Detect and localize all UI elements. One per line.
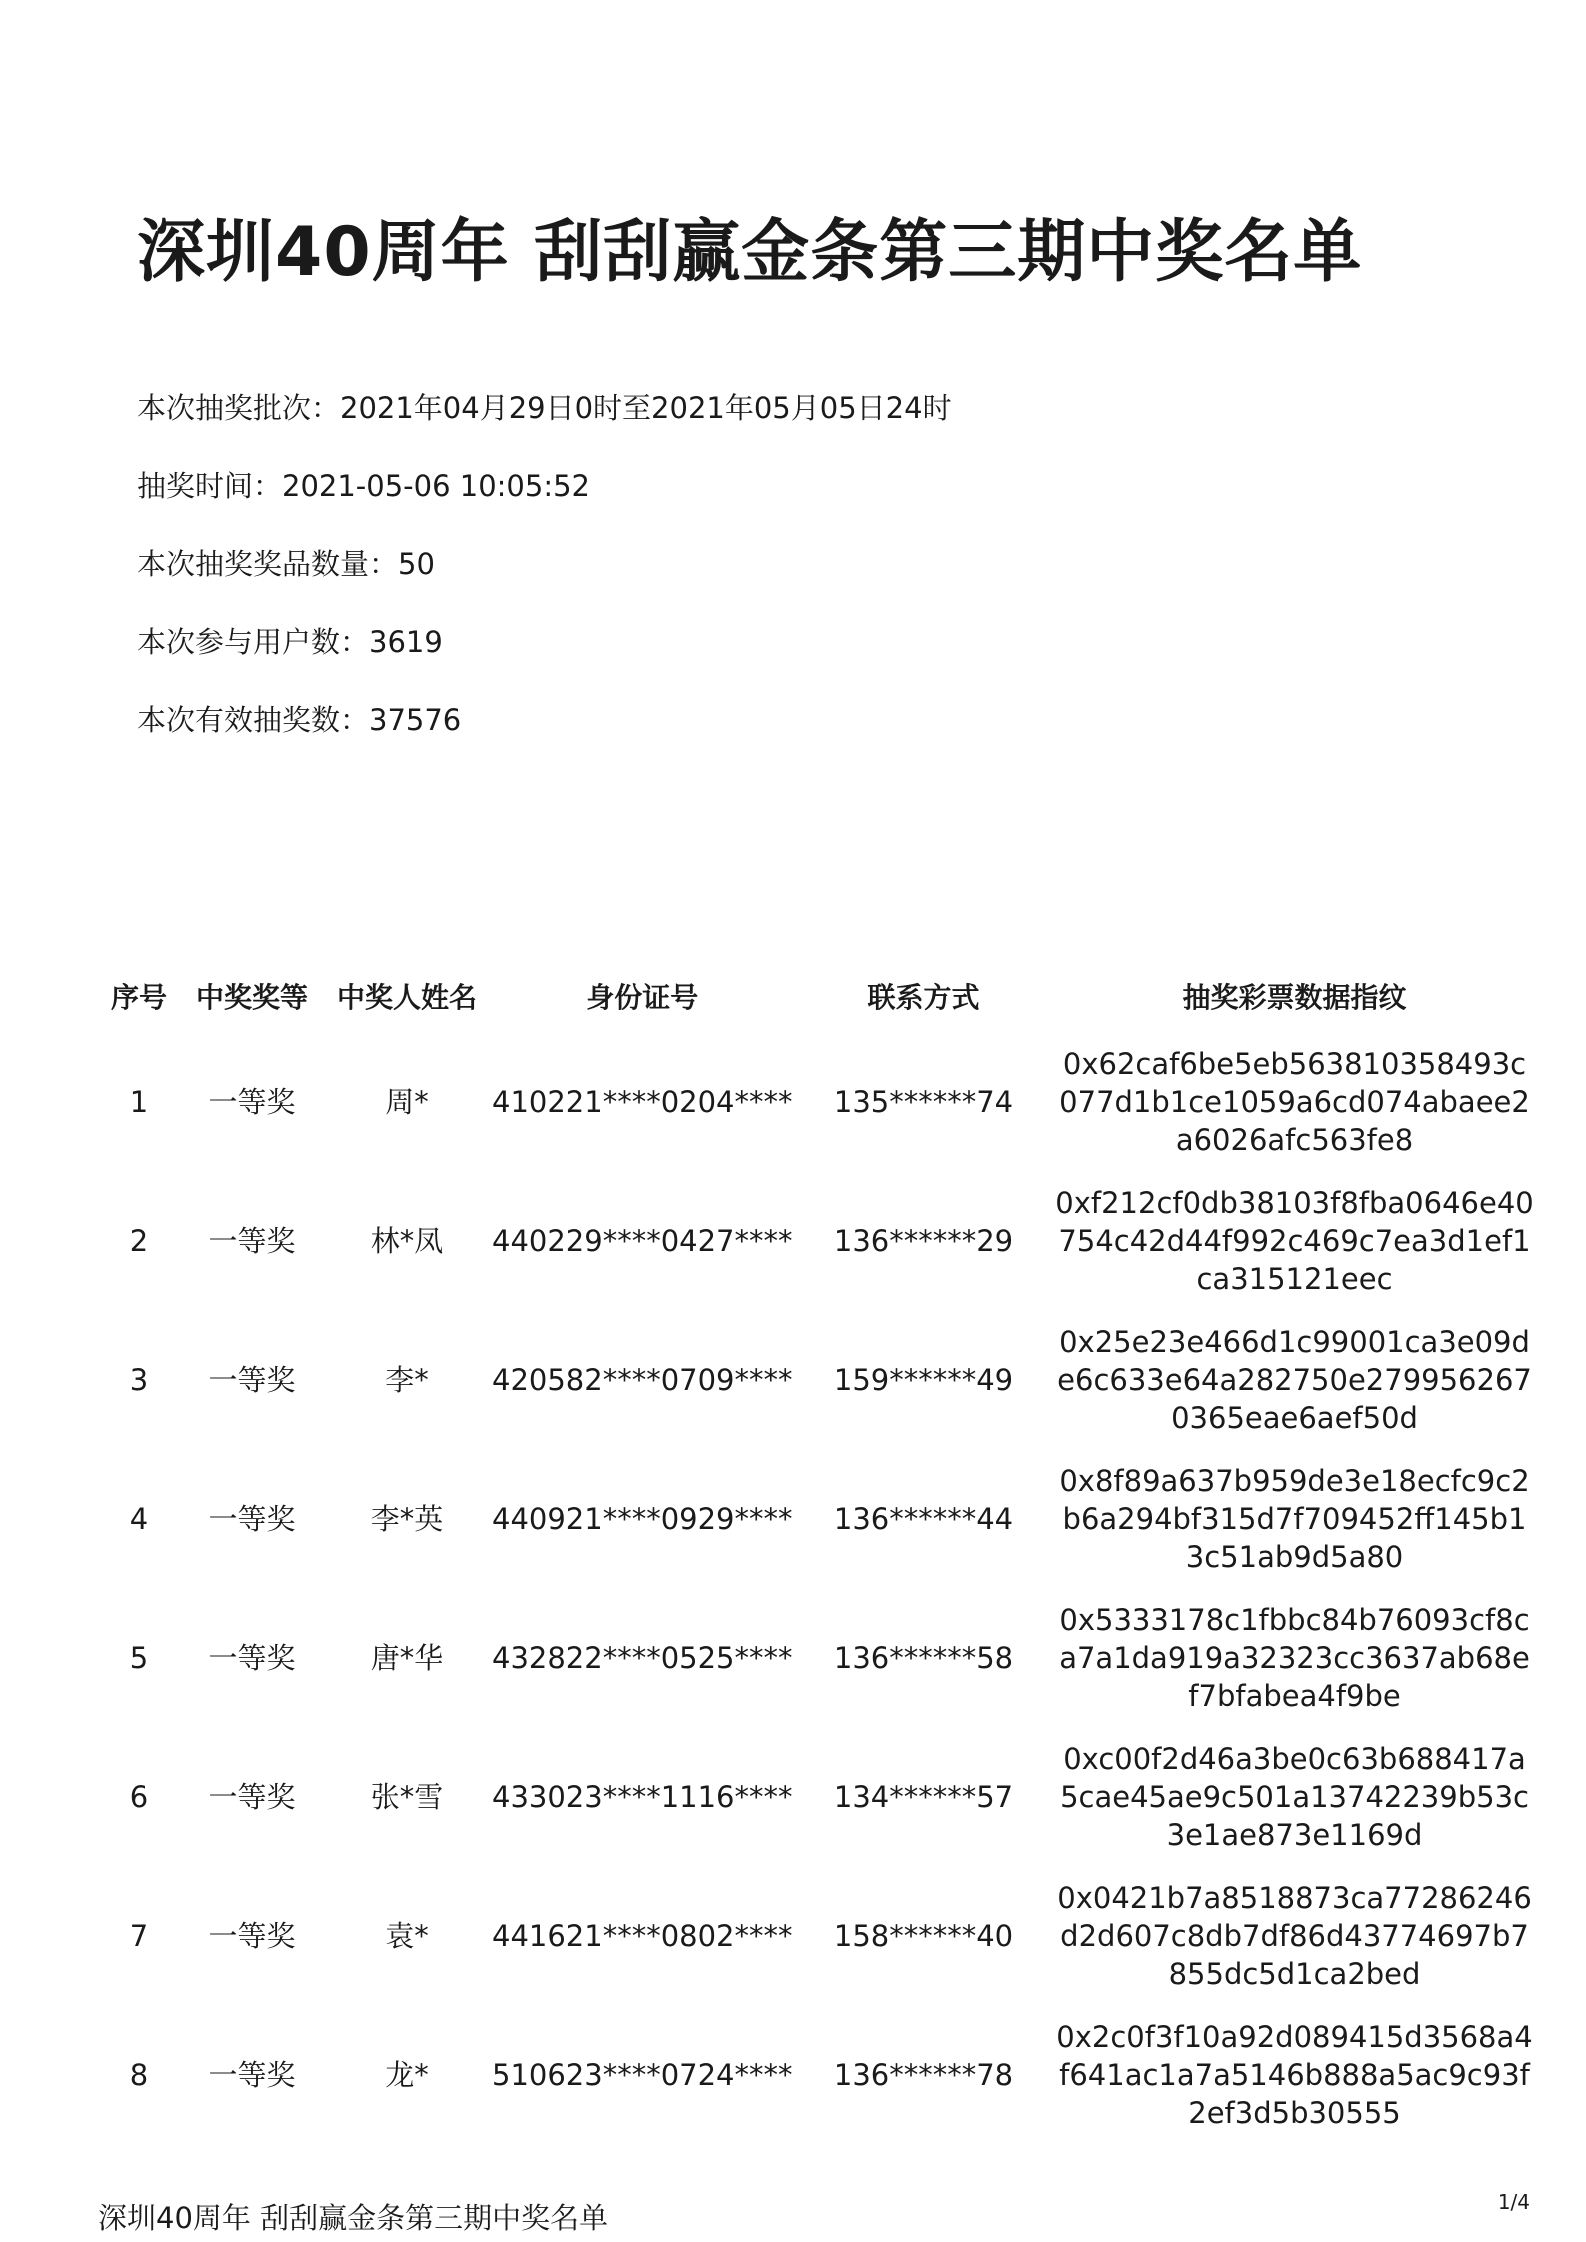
fingerprint: 0x25e23e466d1c99001ca3e09de6c633e64a282750e2799562670365eae6aef50d	[1057, 1324, 1532, 1435]
winner-name: 周*	[385, 1084, 429, 1119]
draw-time: 抽奖时间：2021-05-06 10:05:52	[137, 469, 590, 503]
winners-table	[96, 960, 1535, 2144]
contact: 158******40	[833, 1918, 1014, 1953]
col-header-prize-level: 中奖奖等	[195, 981, 308, 1014]
col-header-index: 序号	[110, 981, 167, 1014]
row-index: 6	[129, 1779, 149, 1814]
col-header-fingerprint: 抽奖彩票数据指纹	[1182, 981, 1407, 1014]
fingerprint: 0x62caf6be5eb563810358493c077d1b1ce1059a6cd074abaee2a6026afc563fe8	[1059, 1046, 1530, 1157]
id-number: 440229****0427****	[492, 1223, 793, 1258]
row-index: 7	[129, 1918, 149, 1953]
table-row	[96, 1032, 1535, 1171]
winner-name: 李*英	[370, 1501, 444, 1536]
row-index: 5	[129, 1640, 149, 1675]
winner-name: 李*	[385, 1362, 429, 1397]
id-number: 510623****0724****	[492, 2057, 793, 2092]
prize-level: 一等奖	[208, 1779, 296, 1814]
winner-name: 唐*华	[370, 1640, 444, 1675]
id-number: 432822****0525****	[492, 1640, 793, 1675]
prize-level: 一等奖	[208, 1223, 296, 1258]
draw-batch: 本次抽奖批次：2021年04月29日0时至2021年05月05日24时	[137, 391, 952, 425]
table-row	[96, 1449, 1535, 1588]
prize-level: 一等奖	[208, 1918, 296, 1953]
winner-name: 袁*	[385, 1918, 429, 1953]
fingerprint: 0x2c0f3f10a92d089415d3568a4f641ac1a7a5146b888a5ac9c93f2ef3d5b30555	[1056, 2019, 1533, 2130]
fingerprint: 0xf212cf0db38103f8fba0646e40754c42d44f992c469c7ea3d1ef1ca315121eec	[1055, 1185, 1534, 1296]
col-header-contact: 联系方式	[867, 981, 980, 1014]
contact: 136******44	[833, 1501, 1014, 1536]
table-row	[96, 1171, 1535, 1310]
id-number: 441621****0802****	[492, 1918, 793, 1953]
prize-level: 一等奖	[208, 1640, 296, 1675]
winner-name: 龙*	[385, 2057, 429, 2092]
contact: 159******49	[833, 1362, 1014, 1397]
table-row	[96, 2005, 1535, 2144]
contact: 135******74	[833, 1084, 1014, 1119]
id-number: 440921****0929****	[492, 1501, 793, 1536]
table-body	[96, 1032, 1535, 2144]
fingerprint: 0x8f89a637b959de3e18ecfc9c2b6a294bf315d7f709452ff145b13c51ab9d5a80	[1059, 1463, 1530, 1574]
prize-level: 一等奖	[208, 1084, 296, 1119]
winner-name: 林*凤	[370, 1223, 444, 1258]
row-index: 4	[129, 1501, 149, 1536]
prize-level: 一等奖	[208, 1362, 296, 1397]
table-row	[96, 1310, 1535, 1449]
table-row	[96, 1588, 1535, 1727]
row-index: 8	[129, 2057, 149, 2092]
row-index: 2	[129, 1223, 149, 1258]
id-number: 433023****1116****	[492, 1779, 793, 1814]
winner-name: 张*雪	[370, 1779, 444, 1814]
contact: 134******57	[833, 1779, 1014, 1814]
contact: 136******29	[833, 1223, 1014, 1258]
prize-level: 一等奖	[208, 1501, 296, 1536]
fingerprint: 0xc00f2d46a3be0c63b688417a5cae45ae9c501a13742239b53c3e1ae873e1169d	[1060, 1741, 1529, 1852]
id-number: 410221****0204****	[492, 1084, 793, 1119]
valid-draw-count: 本次有效抽奖数：37576	[137, 703, 462, 737]
table-row	[96, 1866, 1535, 2005]
prize-count: 本次抽奖奖品数量：50	[137, 547, 435, 581]
fingerprint: 0x5333178c1fbbc84b76093cf8ca7a1da919a32323cc3637ab68ef7bfabea4f9be	[1059, 1602, 1530, 1713]
prize-level: 一等奖	[208, 2057, 296, 2092]
page-title: 深圳40周年 刮刮赢金条第三期中奖名单	[137, 213, 1363, 292]
contact: 136******78	[833, 2057, 1014, 2092]
draw-info	[137, 388, 952, 778]
table-row	[96, 1727, 1535, 1866]
table-header-row	[96, 960, 1535, 1032]
contact: 136******58	[833, 1640, 1014, 1675]
fingerprint: 0x0421b7a8518873ca77286246d2d607c8db7df86d43774697b7855dc5d1ca2bed	[1057, 1880, 1532, 1991]
page-number: 1/4	[1497, 2190, 1530, 2214]
participant-count: 本次参与用户数：3619	[137, 625, 443, 659]
row-index: 1	[129, 1084, 149, 1119]
col-header-winner-name: 中奖人姓名	[336, 981, 477, 1014]
row-index: 3	[129, 1362, 149, 1397]
col-header-id-number: 身份证号	[586, 981, 699, 1014]
footer-title: 深圳40周年 刮刮赢金条第三期中奖名单	[98, 2201, 609, 2235]
id-number: 420582****0709****	[492, 1362, 793, 1397]
